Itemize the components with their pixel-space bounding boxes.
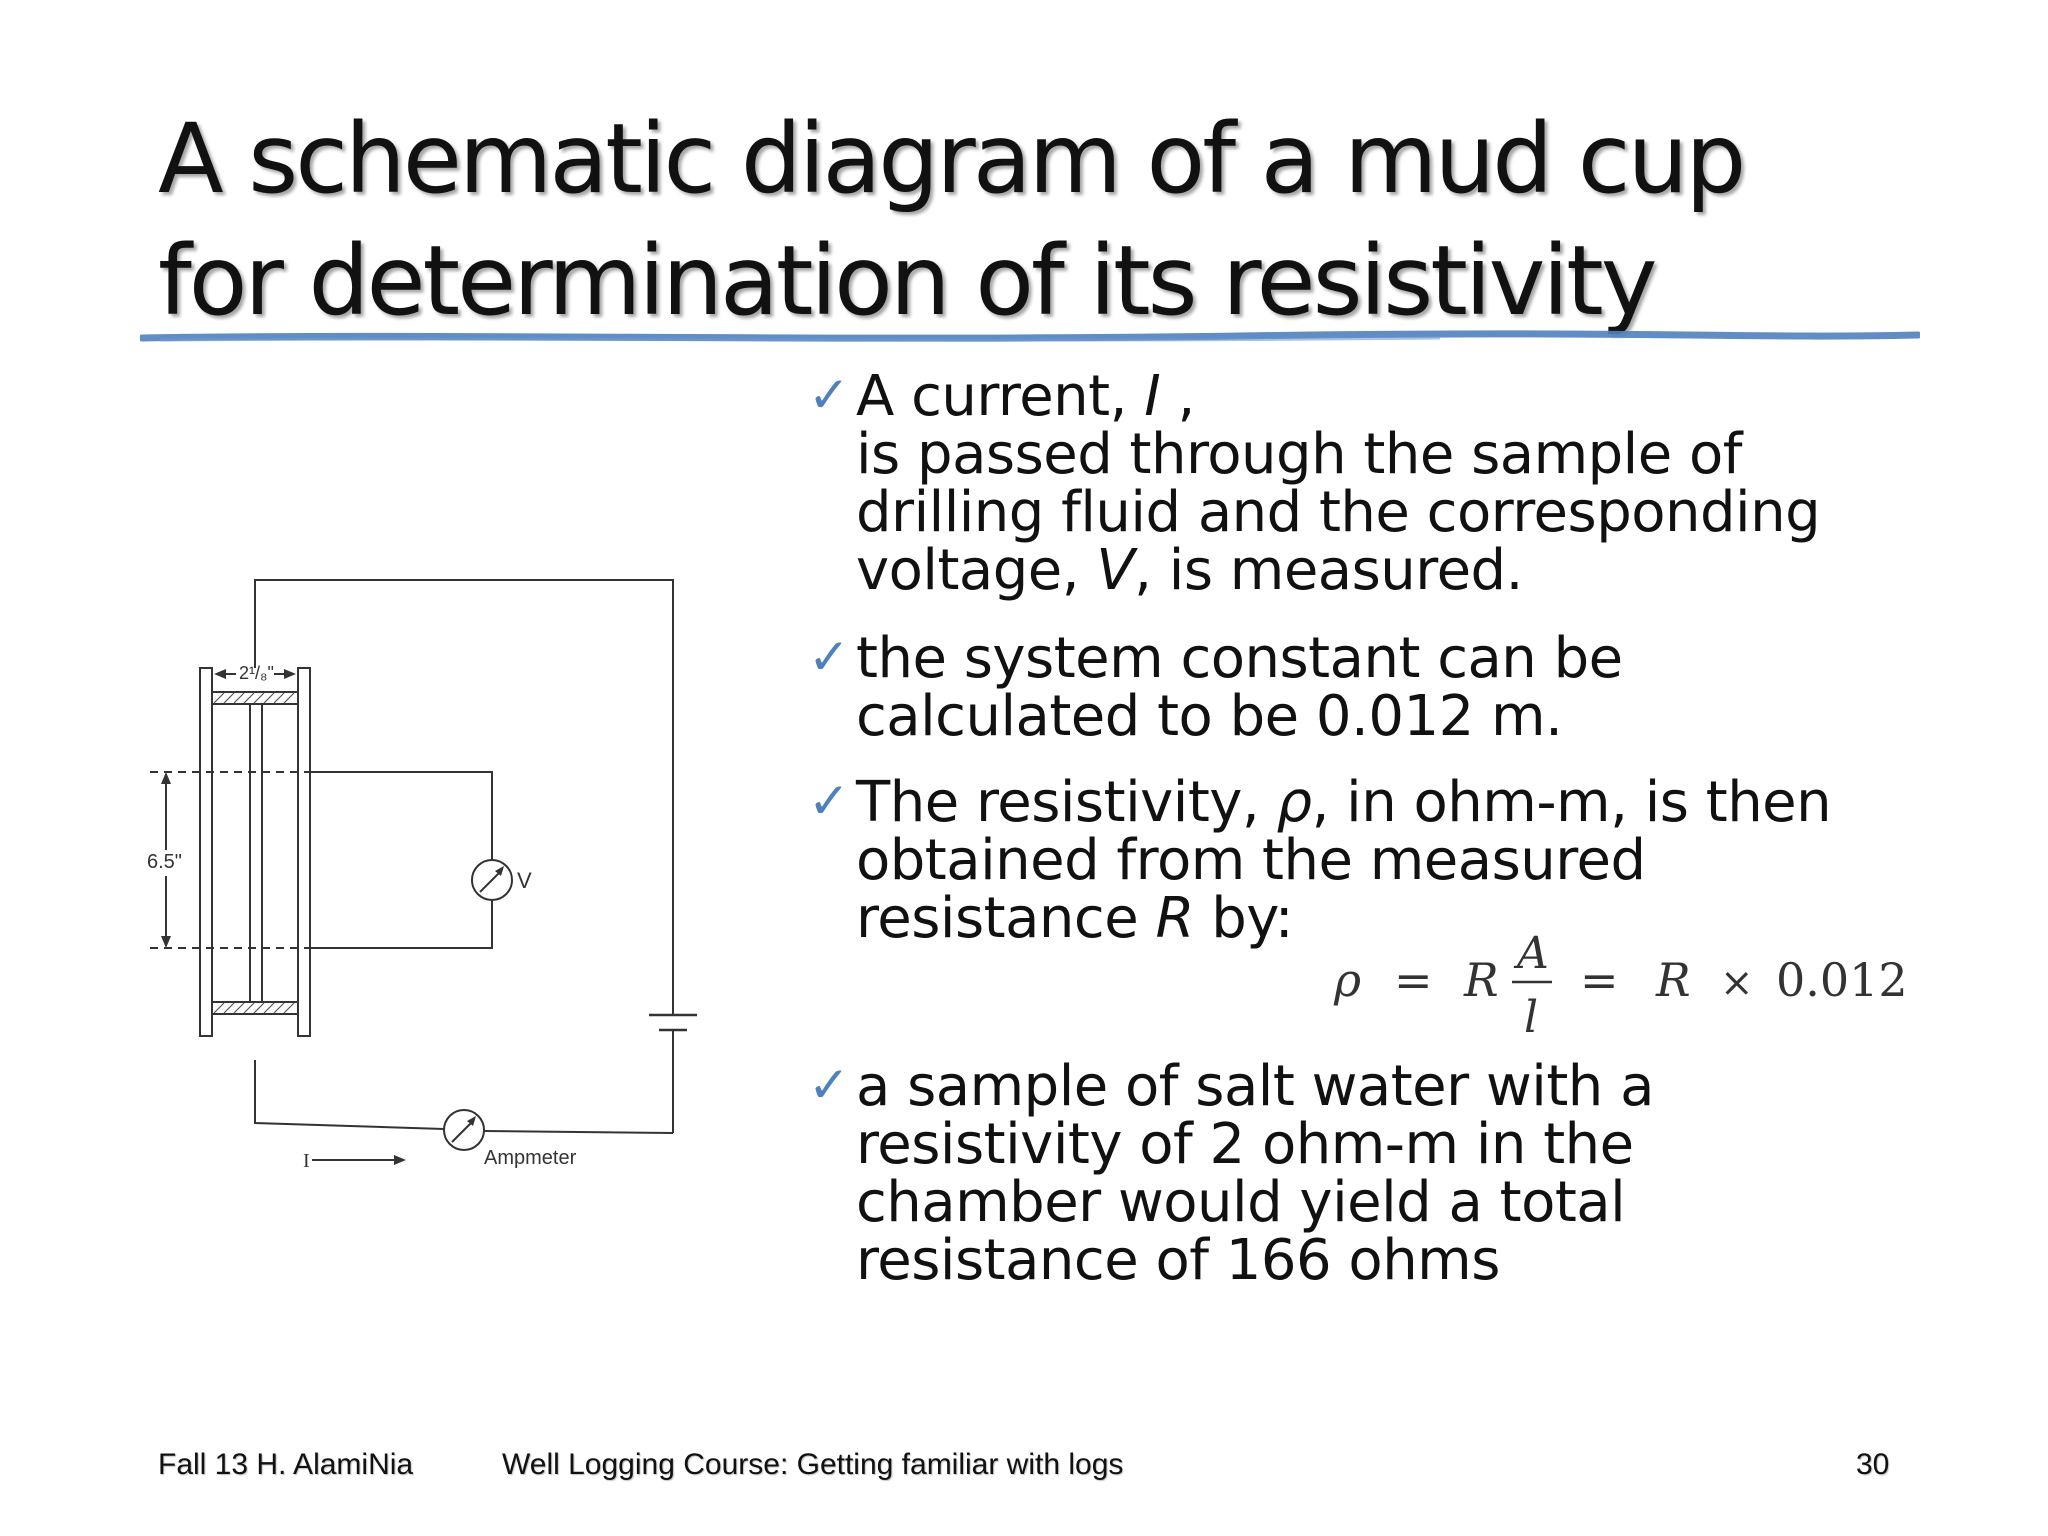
resistivity-formula — [1330, 920, 1920, 1050]
formula-rho: ρ — [1334, 953, 1362, 1007]
formula-eq-1: = — [1394, 953, 1433, 1007]
formula-r-2: R — [1656, 953, 1691, 1007]
title-underline — [140, 330, 1920, 346]
formula-numerator: A — [1517, 928, 1549, 979]
title-line-2: for determination of its resistivity — [158, 225, 1655, 337]
formula-times: × — [1720, 960, 1754, 1006]
bullet-4-text: a sample of salt water with a resistivity of 2 ohm-m in the chamber would yield a total resistance of 166 ohms — [856, 1054, 1654, 1293]
voltmeter-icon — [472, 860, 512, 900]
voltmeter-wire — [312, 772, 492, 860]
bottom-wire — [255, 1060, 444, 1129]
formula-r-1: R — [1464, 953, 1499, 1007]
formula-value: 0.012 — [1776, 953, 1908, 1007]
formula-denominator: l — [1524, 992, 1539, 1043]
top-wire — [255, 580, 673, 1015]
width-label: 2¹/₈" — [239, 663, 274, 683]
bullet-1-var2: V — [1096, 538, 1135, 603]
ammeter-icon — [444, 1110, 484, 1150]
mud-cup-diagram — [140, 560, 720, 1180]
slide-title — [158, 98, 1918, 342]
title-line-1: A schematic diagram of a mud cup — [158, 103, 1744, 215]
bullet-1-text — [856, 364, 1956, 603]
cup-right-wall — [298, 668, 310, 1036]
bullet-2-text: the system constant can be calculated to be 0.012 m. — [856, 626, 1623, 749]
height-label: 6.5" — [147, 851, 182, 873]
checkmark-icon: ✓ — [808, 1056, 850, 1114]
bottom-wire-right — [484, 1131, 673, 1133]
bullet-1-rest2: , is measured. — [1134, 538, 1523, 603]
bullet-3-lead: The resistivity, — [856, 770, 1277, 835]
bullet-3-tail: , in ohm-m, is then obtained from the measured resistance — [856, 770, 1832, 951]
bullet-3-var: ρ — [1276, 770, 1312, 835]
bullet-1-tail: , — [1160, 364, 1195, 429]
bullet-1-var: I — [1144, 364, 1161, 429]
checkmark-icon: ✓ — [808, 366, 850, 424]
footer-course: Well Logging Course: Getting familiar with logs — [502, 1448, 1124, 1481]
bullet-3-rest2: by: — [1193, 886, 1294, 951]
formula-eq-2: = — [1580, 953, 1619, 1007]
footer-page-number: 30 — [1856, 1448, 1890, 1481]
cup-left-wall — [200, 668, 212, 1036]
current-label: I — [303, 1150, 310, 1172]
bullet-1-rest: is passed through the sample of drilling fluid and the corresponding voltage, — [856, 422, 1821, 603]
voltmeter-label: V — [517, 868, 532, 893]
bullet-3-var2: R — [1155, 886, 1194, 951]
checkmark-icon: ✓ — [808, 772, 850, 830]
bullet-1-lead: A current, — [856, 364, 1145, 429]
footer-author: Fall 13 H. AlamiNia — [158, 1448, 414, 1481]
checkmark-icon: ✓ — [808, 628, 850, 686]
ammeter-label: Ampmeter — [484, 1147, 577, 1169]
